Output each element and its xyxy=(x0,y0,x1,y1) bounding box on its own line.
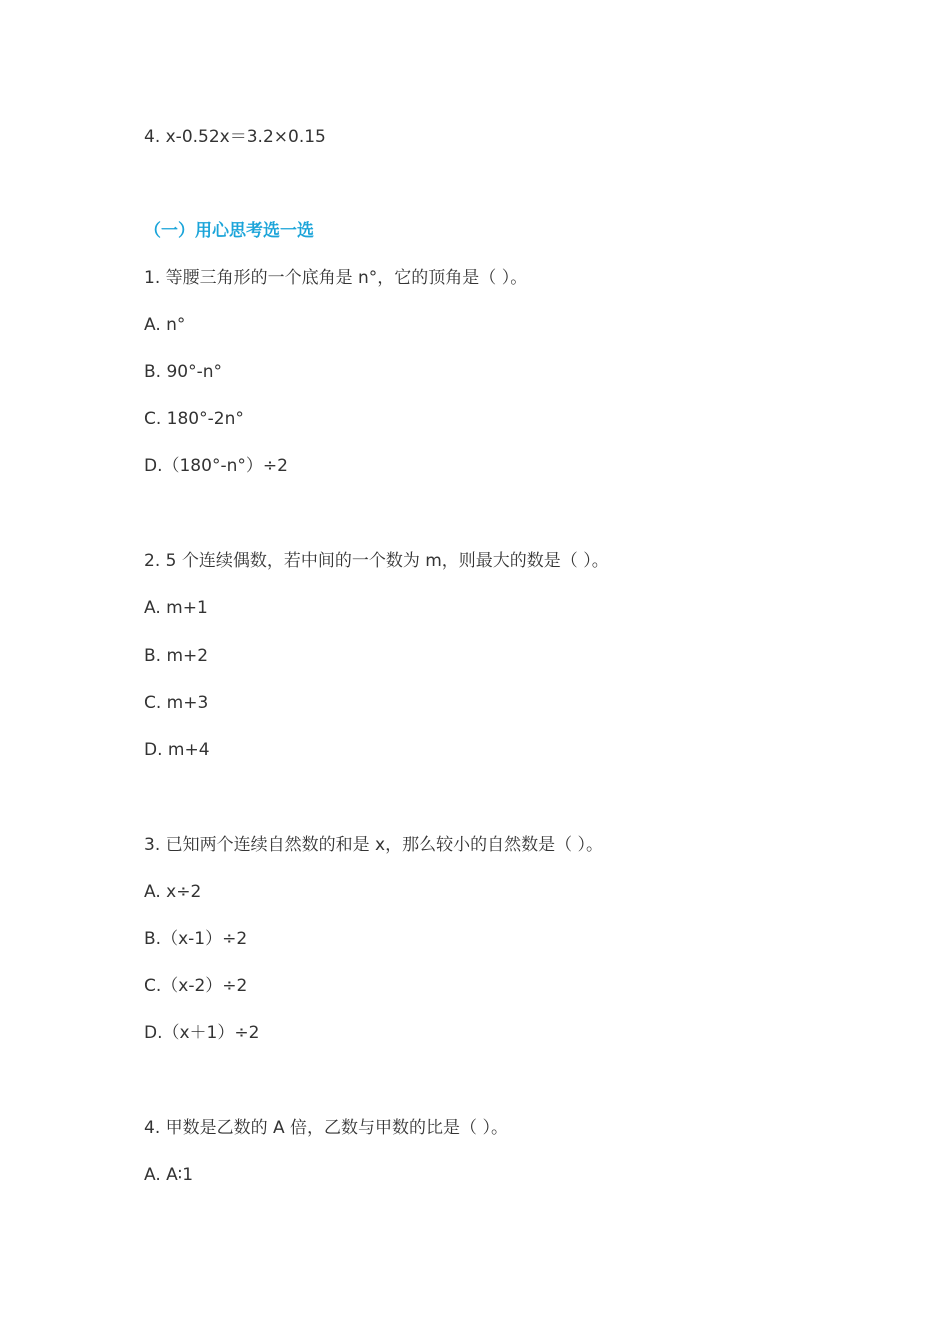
option-c: C. 180°-2n° xyxy=(144,409,244,429)
question-stem: 4. 甲数是乙数的 A 倍，乙数与甲数的比是（ ）。 xyxy=(144,1118,508,1138)
option-d: D. m+4 xyxy=(144,740,210,760)
option-c: C.（x-2）÷2 xyxy=(144,976,248,996)
option-a: A. x÷2 xyxy=(144,882,202,902)
question-stem: 2. 5 个连续偶数，若中间的一个数为 m，则最大的数是（ ）。 xyxy=(144,551,609,571)
option-c: C. m+3 xyxy=(144,693,209,713)
option-b: B.（x-1）÷2 xyxy=(144,929,248,949)
question-stem: 1. 等腰三角形的一个底角是 n°，它的顶角是（ ）。 xyxy=(144,268,528,288)
equation-line: 4. x-0.52x＝3.2×0.15 xyxy=(144,127,326,147)
option-d: D.（x＋1）÷2 xyxy=(144,1023,260,1043)
option-a: A. n° xyxy=(144,315,186,335)
section-heading: （一）用心思考选一选 xyxy=(144,221,314,241)
option-a: A. m+1 xyxy=(144,598,208,618)
option-a: A. A∶1 xyxy=(144,1165,194,1185)
option-d: D.（180°-n°）÷2 xyxy=(144,456,288,476)
question-stem: 3. 已知两个连续自然数的和是 x，那么较小的自然数是（ ）。 xyxy=(144,835,603,855)
option-b: B. m+2 xyxy=(144,646,209,666)
option-b: B. 90°-n° xyxy=(144,362,223,382)
